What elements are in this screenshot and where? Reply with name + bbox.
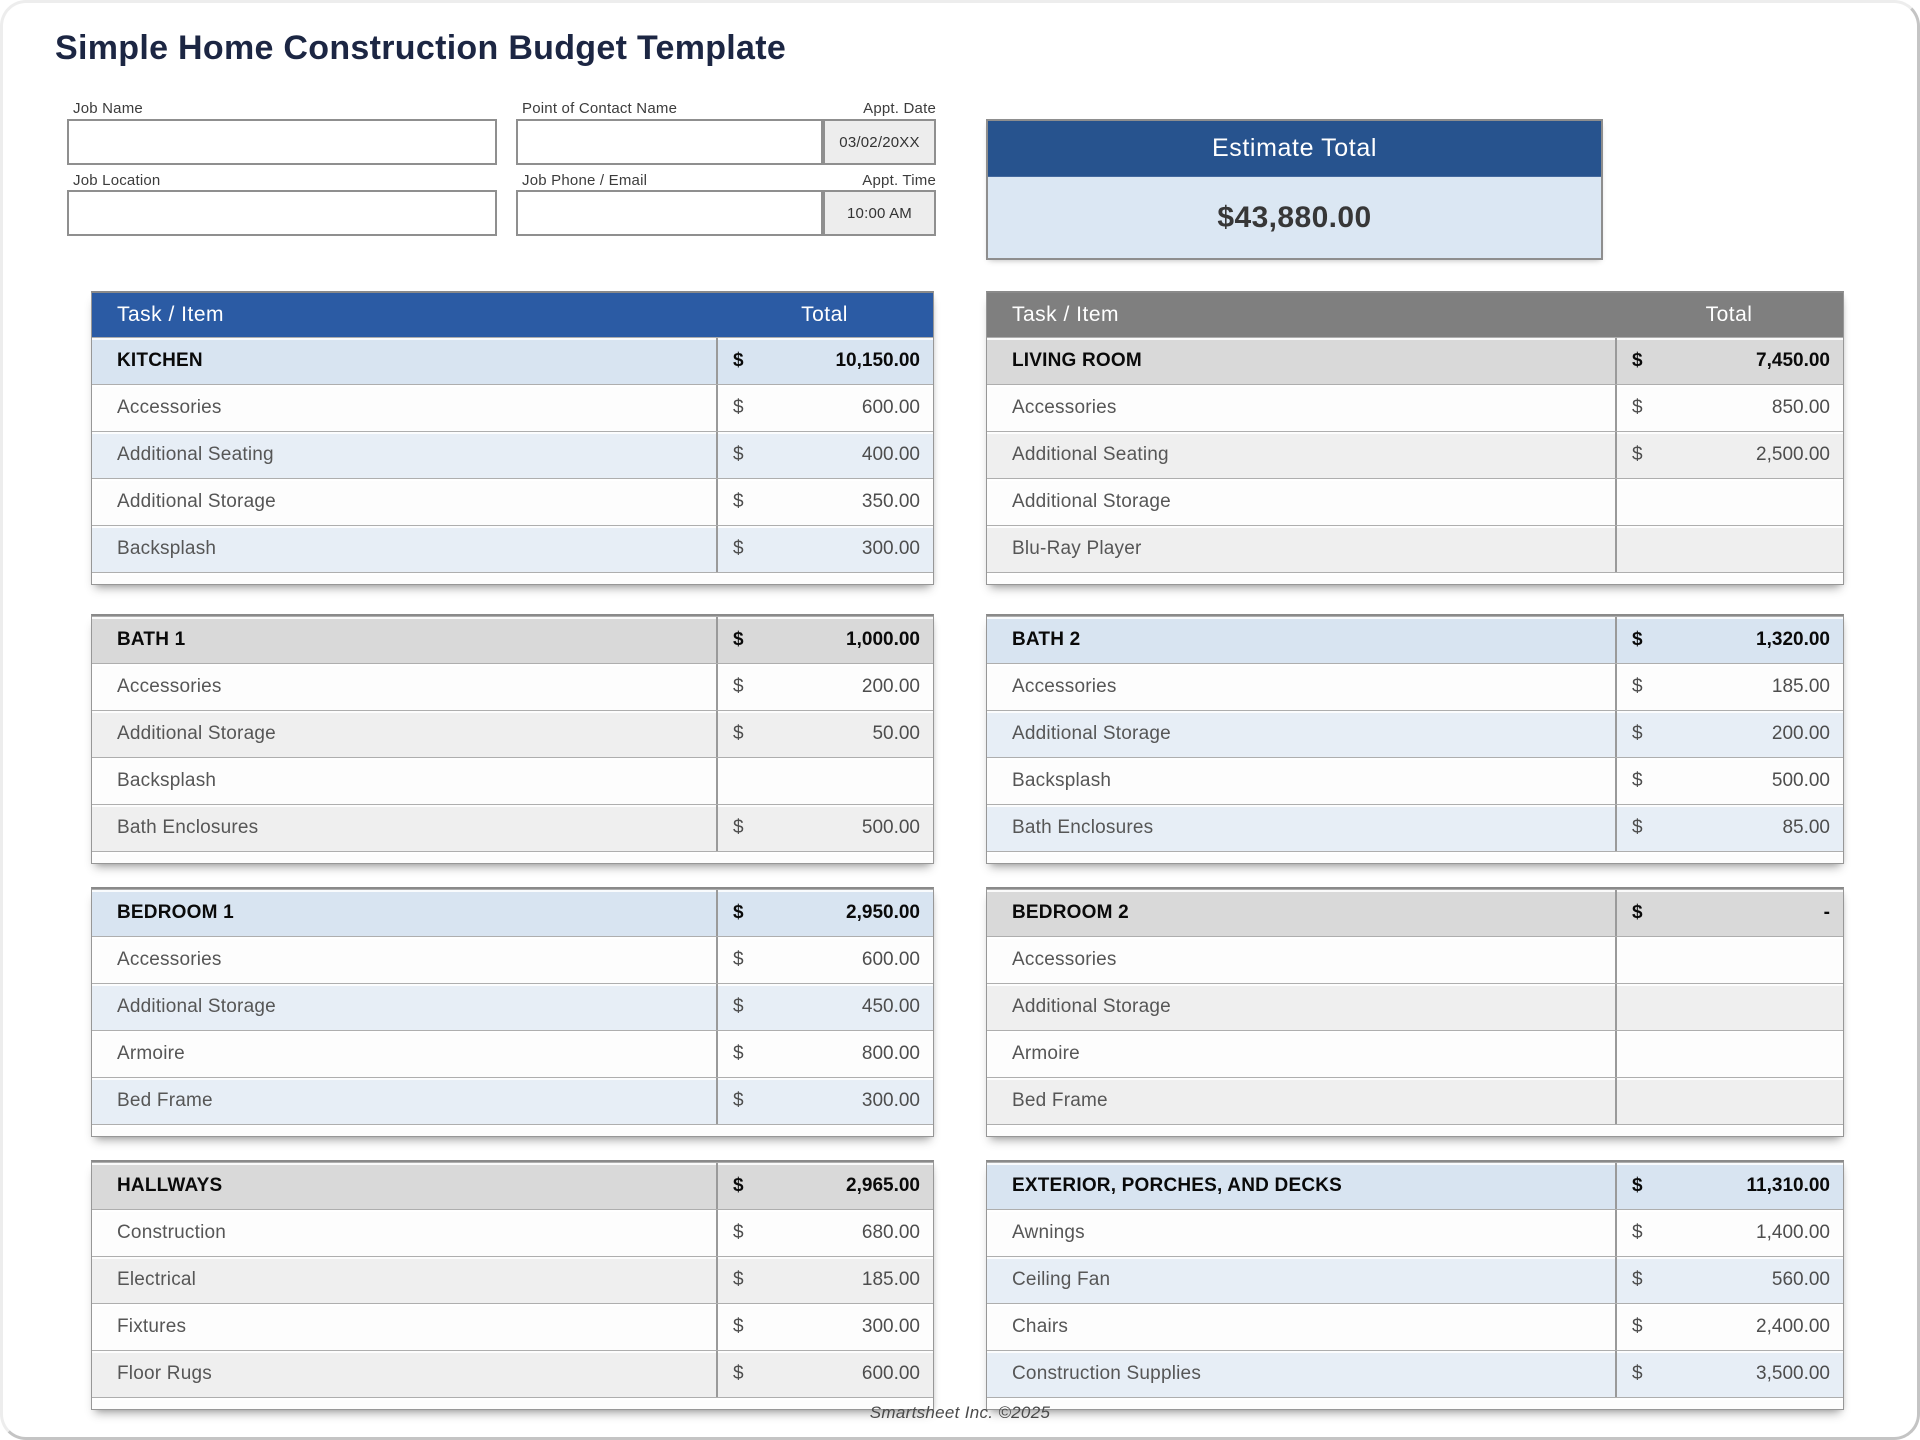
total-cell[interactable]: [716, 937, 933, 983]
partial-row: [987, 851, 1843, 863]
total-cell[interactable]: [1615, 805, 1843, 851]
section-total-cell[interactable]: [1615, 617, 1843, 663]
amount-value: 2,400.00: [1756, 1316, 1830, 1337]
job-phone-email-label: Job Phone / Email: [522, 172, 648, 189]
total-cell[interactable]: [1615, 432, 1843, 478]
table-row[interactable]: [987, 1030, 1843, 1077]
task-cell[interactable]: Floor Rugs: [117, 1363, 212, 1384]
table-row[interactable]: [92, 663, 933, 710]
total-cell[interactable]: [716, 385, 933, 431]
table-row[interactable]: [987, 1077, 1843, 1124]
total-cell[interactable]: [716, 479, 933, 525]
task-cell[interactable]: Backsplash: [117, 538, 217, 559]
section-header-row[interactable]: [92, 616, 933, 663]
section-total-cell[interactable]: [1615, 1163, 1843, 1209]
column-header-task: Task / Item: [1012, 303, 1120, 326]
table-row[interactable]: [92, 431, 933, 478]
amount-value: 200.00: [861, 676, 920, 697]
table-row[interactable]: [92, 1303, 933, 1350]
table-row[interactable]: [92, 1030, 933, 1077]
task-cell[interactable]: Accessories: [1012, 397, 1117, 418]
amount-value: 850.00: [1771, 397, 1830, 418]
table-row[interactable]: [987, 431, 1843, 478]
section-header-row[interactable]: [987, 616, 1843, 663]
task-cell[interactable]: Additional Storage: [117, 723, 276, 744]
budget-table-hallways: [91, 1160, 934, 1410]
section-total-cell[interactable]: [716, 1163, 933, 1209]
amount-value: 350.00: [861, 491, 920, 512]
currency-symbol: $: [733, 1269, 744, 1290]
column-header-task: Task / Item: [117, 303, 225, 326]
section-name-cell[interactable]: LIVING ROOM: [1012, 350, 1142, 371]
task-cell[interactable]: Chairs: [1012, 1316, 1069, 1337]
currency-symbol: $: [733, 949, 744, 970]
section-total-cell[interactable]: [716, 617, 933, 663]
currency-symbol: $: [733, 629, 744, 650]
task-cell[interactable]: Additional Storage: [1012, 996, 1171, 1017]
task-cell[interactable]: Bed Frame: [1012, 1090, 1108, 1111]
task-cell[interactable]: Accessories: [1012, 676, 1117, 697]
table-row[interactable]: [92, 804, 933, 851]
task-cell[interactable]: Accessories: [117, 676, 222, 697]
budget-table-bath-2: [986, 614, 1844, 864]
appt-time-label: Appt. Time: [862, 172, 936, 189]
section-total-amount: 11,310.00: [1746, 1175, 1830, 1196]
amount-value: 3,500.00: [1756, 1363, 1830, 1384]
section-name-cell[interactable]: KITCHEN: [117, 350, 203, 371]
page-title: Simple Home Construction Budget Template: [55, 29, 787, 67]
total-cell[interactable]: [1615, 1351, 1843, 1397]
task-cell[interactable]: Backsplash: [1012, 770, 1112, 791]
amount-value: 600.00: [861, 397, 920, 418]
job-name-input[interactable]: [67, 119, 497, 165]
table-row[interactable]: [92, 710, 933, 757]
table-row[interactable]: [987, 384, 1843, 431]
total-cell[interactable]: [716, 711, 933, 757]
section-total-cell[interactable]: [716, 890, 933, 936]
section-total-amount: 1,000.00: [846, 629, 920, 650]
amount-value: 300.00: [861, 1316, 920, 1337]
currency-symbol: $: [733, 902, 744, 923]
table-row[interactable]: [987, 757, 1843, 804]
appt-time-cell[interactable]: 10:00 AM: [823, 190, 936, 236]
currency-symbol: $: [733, 723, 744, 744]
section-header-row[interactable]: [987, 889, 1843, 936]
total-cell[interactable]: [1615, 1304, 1843, 1350]
table-row[interactable]: [92, 1209, 933, 1256]
table-row[interactable]: [987, 1256, 1843, 1303]
currency-symbol: $: [1632, 350, 1643, 371]
table-row[interactable]: [987, 1209, 1843, 1256]
currency-symbol: $: [733, 1043, 744, 1064]
total-cell[interactable]: [716, 805, 933, 851]
contact-name-input[interactable]: [516, 119, 823, 165]
currency-symbol: $: [1632, 817, 1643, 838]
total-cell[interactable]: [1615, 385, 1843, 431]
amount-value: 680.00: [861, 1222, 920, 1243]
section-total-amount: 2,950.00: [846, 902, 920, 923]
total-cell[interactable]: [1615, 758, 1843, 804]
amount-value: 500.00: [1771, 770, 1830, 791]
partial-row: [92, 572, 933, 584]
total-cell[interactable]: [716, 1210, 933, 1256]
section-total-amount: 7,450.00: [1756, 350, 1830, 371]
task-cell[interactable]: Armoire: [1012, 1043, 1080, 1064]
task-cell[interactable]: Bath Enclosures: [117, 817, 259, 838]
job-phone-email-input[interactable]: [516, 190, 823, 236]
table-column-header: [92, 293, 933, 337]
partial-row: [987, 572, 1843, 584]
total-cell[interactable]: [1615, 479, 1843, 525]
budget-table-bath-1: [91, 614, 934, 864]
table-row[interactable]: [987, 936, 1843, 983]
job-location-label: Job Location: [73, 172, 161, 189]
currency-symbol: $: [733, 491, 744, 512]
table-row[interactable]: [987, 478, 1843, 525]
footer-credit: Smartsheet Inc. ©2025: [869, 1403, 1051, 1422]
amount-value: 85.00: [1782, 817, 1830, 838]
section-name-cell[interactable]: EXTERIOR, PORCHES, AND DECKS: [1012, 1175, 1343, 1196]
task-cell[interactable]: Accessories: [1012, 949, 1117, 970]
section-name-cell[interactable]: BATH 1: [117, 629, 186, 650]
budget-table-kitchen: [91, 291, 934, 585]
task-cell[interactable]: Bed Frame: [117, 1090, 213, 1111]
table-row[interactable]: [92, 983, 933, 1030]
currency-symbol: $: [1632, 629, 1643, 650]
task-cell[interactable]: Electrical: [117, 1269, 197, 1290]
currency-symbol: $: [1632, 1269, 1643, 1290]
table-row[interactable]: [92, 384, 933, 431]
total-cell[interactable]: [716, 758, 933, 804]
partial-row: [92, 851, 933, 863]
table-row[interactable]: [92, 936, 933, 983]
section-total-amount: 10,150.00: [835, 350, 920, 371]
budget-table-bedroom-2: [986, 887, 1844, 1137]
job-location-input[interactable]: [67, 190, 497, 236]
currency-symbol: $: [1632, 902, 1643, 923]
job-name-label: Job Name: [73, 100, 143, 117]
table-row[interactable]: [92, 1350, 933, 1397]
currency-symbol: $: [733, 397, 744, 418]
table-row[interactable]: [987, 710, 1843, 757]
table-row[interactable]: [987, 663, 1843, 710]
section-name-cell[interactable]: HALLWAYS: [117, 1175, 223, 1196]
currency-symbol: $: [1632, 770, 1643, 791]
estimate-total-value: $43,880.00: [988, 177, 1601, 258]
currency-symbol: $: [1632, 723, 1643, 744]
table-row[interactable]: [987, 1303, 1843, 1350]
task-cell[interactable]: Additional Seating: [117, 444, 274, 465]
currency-symbol: $: [1632, 1175, 1643, 1196]
task-cell[interactable]: Awnings: [1012, 1222, 1085, 1243]
task-cell[interactable]: Accessories: [117, 397, 222, 418]
currency-symbol: $: [733, 444, 744, 465]
table-row[interactable]: [987, 1350, 1843, 1397]
total-cell[interactable]: [1615, 1210, 1843, 1256]
currency-symbol: $: [1632, 1363, 1643, 1384]
section-name-cell[interactable]: BEDROOM 2: [1012, 902, 1129, 923]
currency-symbol: $: [733, 1363, 744, 1384]
amount-value: 185.00: [1771, 676, 1830, 697]
total-cell[interactable]: [716, 1031, 933, 1077]
budget-table-bedroom-1: [91, 887, 934, 1137]
section-total-cell[interactable]: [1615, 890, 1843, 936]
section-header-row[interactable]: [987, 1162, 1843, 1209]
total-cell[interactable]: [716, 984, 933, 1030]
table-row[interactable]: [92, 757, 933, 804]
amount-value: 1,400.00: [1756, 1222, 1830, 1243]
partial-row: [987, 1124, 1843, 1136]
currency-symbol: $: [1632, 444, 1643, 465]
contact-name-label: Point of Contact Name: [522, 100, 678, 117]
section-total-cell[interactable]: [1615, 338, 1843, 384]
appt-date-cell[interactable]: 03/02/20XX: [823, 119, 936, 165]
task-cell[interactable]: Additional Seating: [1012, 444, 1169, 465]
currency-symbol: $: [1632, 1222, 1643, 1243]
total-cell[interactable]: [716, 1351, 933, 1397]
currency-symbol: $: [1632, 397, 1643, 418]
amount-value: 2,500.00: [1756, 444, 1830, 465]
amount-value: 50.00: [872, 723, 920, 744]
amount-value: 500.00: [861, 817, 920, 838]
amount-value: 560.00: [1771, 1269, 1830, 1290]
total-cell[interactable]: [716, 1257, 933, 1303]
currency-symbol: $: [733, 350, 744, 371]
column-header-total: Total: [801, 303, 848, 326]
task-cell[interactable]: Construction Supplies: [1012, 1363, 1202, 1384]
section-name-cell[interactable]: BATH 2: [1012, 629, 1081, 650]
task-cell[interactable]: Additional Storage: [117, 996, 276, 1017]
task-cell[interactable]: Blu-Ray Player: [1012, 538, 1142, 559]
task-cell[interactable]: Bath Enclosures: [1012, 817, 1154, 838]
task-cell[interactable]: Fixtures: [117, 1316, 187, 1337]
task-cell[interactable]: Armoire: [117, 1043, 185, 1064]
estimate-total-header: Estimate Total: [988, 121, 1601, 177]
amount-value: 200.00: [1771, 723, 1830, 744]
table-row[interactable]: [987, 983, 1843, 1030]
task-cell[interactable]: Construction: [117, 1222, 227, 1243]
total-cell[interactable]: [1615, 1257, 1843, 1303]
table-row[interactable]: [987, 804, 1843, 851]
currency-symbol: $: [733, 1090, 744, 1111]
table-column-header: [987, 293, 1843, 337]
currency-symbol: $: [733, 538, 744, 559]
table-row[interactable]: [92, 1077, 933, 1124]
total-cell[interactable]: [1615, 664, 1843, 710]
total-cell[interactable]: [1615, 984, 1843, 1030]
appt-date-label: Appt. Date: [863, 100, 936, 117]
partial-row: [92, 1124, 933, 1136]
section-header-row[interactable]: [987, 337, 1843, 384]
section-header-row[interactable]: [92, 889, 933, 936]
amount-value: 450.00: [861, 996, 920, 1017]
task-cell[interactable]: Backsplash: [117, 770, 217, 791]
task-cell[interactable]: Additional Storage: [117, 491, 276, 512]
table-row[interactable]: [92, 478, 933, 525]
amount-value: 185.00: [861, 1269, 920, 1290]
currency-symbol: $: [1632, 676, 1643, 697]
total-cell[interactable]: [716, 1304, 933, 1350]
amount-value: 300.00: [861, 1090, 920, 1111]
budget-table-exterior-porches-decks: [986, 1160, 1844, 1410]
total-cell[interactable]: [716, 664, 933, 710]
column-header-total: Total: [1705, 303, 1753, 326]
currency-symbol: $: [733, 1316, 744, 1337]
section-header-row[interactable]: [92, 1162, 933, 1209]
section-name-cell[interactable]: BEDROOM 1: [117, 902, 234, 923]
task-cell[interactable]: Additional Storage: [1012, 723, 1171, 744]
task-cell[interactable]: Accessories: [117, 949, 222, 970]
total-cell[interactable]: [1615, 526, 1843, 572]
total-cell[interactable]: [716, 1078, 933, 1124]
amount-value: 300.00: [861, 538, 920, 559]
budget-table-living-room: [986, 291, 1844, 585]
total-cell[interactable]: [716, 432, 933, 478]
total-cell[interactable]: [1615, 711, 1843, 757]
total-cell[interactable]: [1615, 937, 1843, 983]
amount-value: 600.00: [861, 1363, 920, 1384]
estimate-total-box: [986, 119, 1603, 260]
task-cell[interactable]: Ceiling Fan: [1012, 1269, 1111, 1290]
currency-symbol: $: [733, 1175, 744, 1196]
section-total-cell[interactable]: [716, 338, 933, 384]
amount-value: 400.00: [861, 444, 920, 465]
amount-value: 600.00: [861, 949, 920, 970]
section-total-amount: 1,320.00: [1756, 629, 1830, 650]
currency-symbol: $: [733, 676, 744, 697]
currency-symbol: $: [1632, 1316, 1643, 1337]
total-cell[interactable]: [1615, 1031, 1843, 1077]
amount-value: 800.00: [861, 1043, 920, 1064]
currency-symbol: $: [733, 996, 744, 1017]
task-cell[interactable]: Additional Storage: [1012, 491, 1171, 512]
section-total-amount: -: [1823, 902, 1830, 923]
total-cell[interactable]: [1615, 1078, 1843, 1124]
section-total-amount: 2,965.00: [846, 1175, 920, 1196]
table-row[interactable]: [92, 1256, 933, 1303]
table-row[interactable]: [987, 525, 1843, 572]
table-row[interactable]: [92, 525, 933, 572]
currency-symbol: $: [733, 1222, 744, 1243]
total-cell[interactable]: [716, 526, 933, 572]
currency-symbol: $: [733, 817, 744, 838]
section-header-row[interactable]: [92, 337, 933, 384]
